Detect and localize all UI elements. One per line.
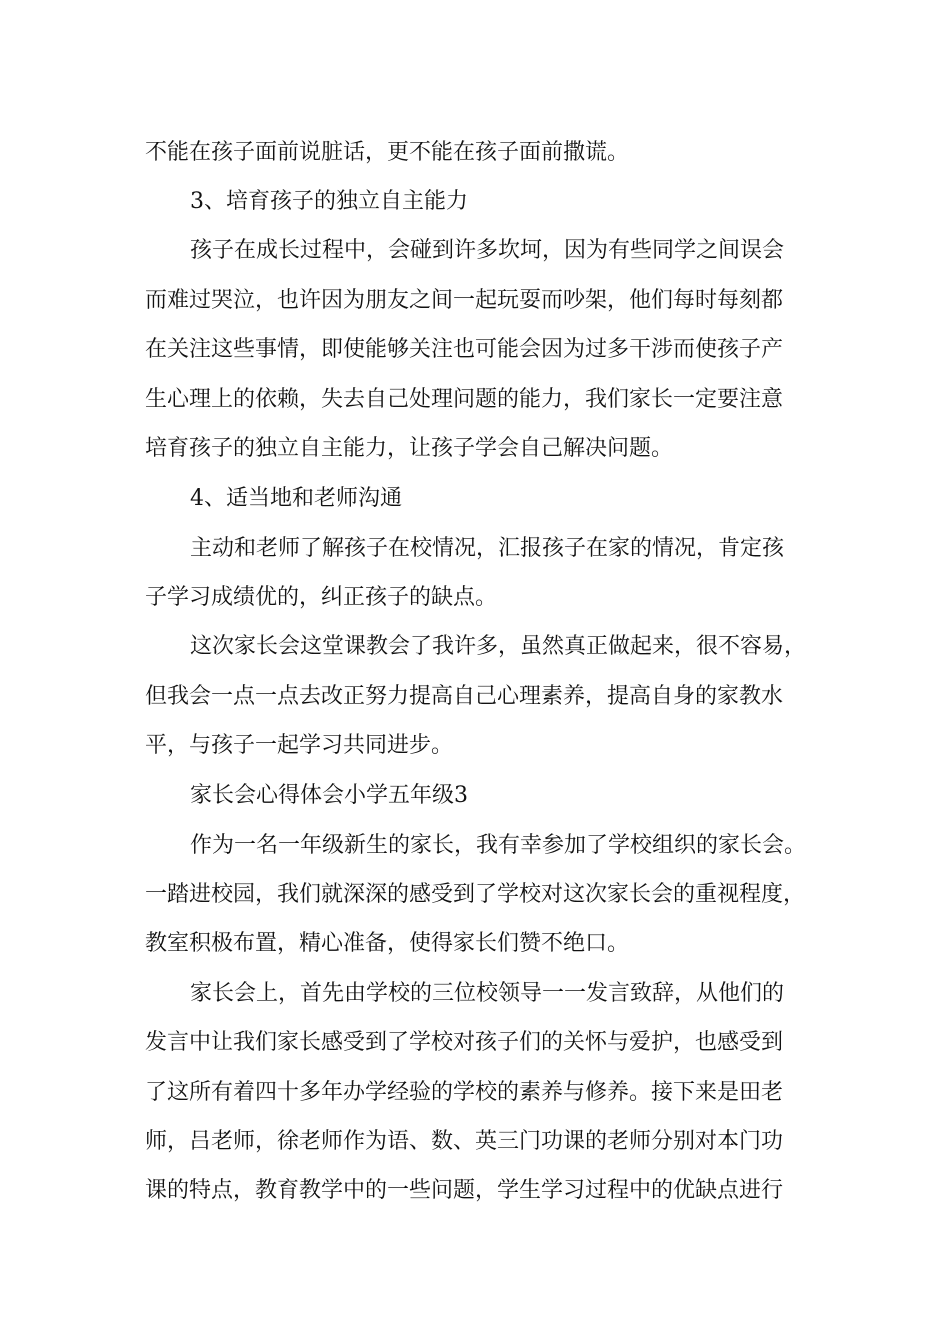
line-text: 子学习成绩优的，纠正孩子的缺点。 xyxy=(145,585,498,610)
paragraph-line xyxy=(0,870,950,920)
paragraph-line xyxy=(0,1068,950,1118)
paragraph-line xyxy=(0,969,950,1019)
paragraph-line xyxy=(0,276,950,326)
line-text: 教室积极布置，精心准备，使得家长们赞不绝口。 xyxy=(145,931,630,956)
line-text: 孩子在成长过程中，会碰到许多坎坷，因为有些同学之间误会 xyxy=(190,238,785,263)
line-text: 家长会心得体会小学五年级3 xyxy=(190,783,468,808)
line-text: 但我会一点一点去改正努力提高自己心理素养，提高自身的家教水 xyxy=(145,684,784,709)
line-text: 这次家长会这堂课教会了我许多，虽然真正做起来，很不容易， xyxy=(190,634,807,659)
line-text: 发言中让我们家长感受到了学校对孩子们的关怀与爱护，也感受到 xyxy=(145,1030,784,1055)
paragraph-line xyxy=(0,919,950,969)
line-text: 培育孩子的独立自主能力，让孩子学会自己解决问题。 xyxy=(145,436,674,461)
line-text: 而难过哭泣，也许因为朋友之间一起玩耍而吵架，他们每时每刻都 xyxy=(145,288,784,313)
paragraph-line xyxy=(0,325,950,375)
paragraph-line xyxy=(0,1018,950,1068)
line-text: 在关注这些事情，即使能够关注也可能会因为过多干涉而使孩子产 xyxy=(145,337,784,362)
line-text: 不能在孩子面前说脏话，更不能在孩子面前撒谎。 xyxy=(145,140,630,165)
paragraph-line xyxy=(0,721,950,771)
section-heading xyxy=(0,771,950,821)
paragraph-line xyxy=(0,1166,950,1216)
line-text: 3、培育孩子的独立自主能力 xyxy=(190,189,468,214)
section-heading xyxy=(0,177,950,227)
paragraph-line xyxy=(0,524,950,574)
line-text: 师，吕老师，徐老师作为语、数、英三门功课的老师分别对本门功 xyxy=(145,1129,784,1154)
paragraph-line xyxy=(0,622,950,672)
line-text: 一踏进校园，我们就深深的感受到了学校对这次家长会的重视程度， xyxy=(145,882,806,907)
line-text: 平，与孩子一起学习共同进步。 xyxy=(145,733,454,758)
paragraph-line xyxy=(0,226,950,276)
paragraph-line xyxy=(0,672,950,722)
line-text: 家长会上，首先由学校的三位校领导一一发言致辞，从他们的 xyxy=(190,981,785,1006)
section-heading xyxy=(0,474,950,524)
line-text: 课的特点，教育教学中的一些问题，学生学习过程中的优缺点进行 xyxy=(145,1178,784,1203)
line-text: 作为一名一年级新生的家长，我有幸参加了学校组织的家长会。 xyxy=(190,833,807,858)
line-text: 了这所有着四十多年办学经验的学校的素养与修养。接下来是田老 xyxy=(145,1080,784,1105)
line-text: 4、适当地和老师沟通 xyxy=(190,486,402,511)
line-text: 生心理上的依赖，失去自己处理问题的能力，我们家长一定要注意 xyxy=(145,387,784,412)
paragraph-line xyxy=(0,821,950,871)
paragraph-line xyxy=(0,128,950,178)
paragraph-line xyxy=(0,375,950,425)
paragraph-line xyxy=(0,1117,950,1167)
line-text: 主动和老师了解孩子在校情况，汇报孩子在家的情况，肯定孩 xyxy=(190,536,785,561)
paragraph-line xyxy=(0,424,950,474)
paragraph-line xyxy=(0,573,950,623)
